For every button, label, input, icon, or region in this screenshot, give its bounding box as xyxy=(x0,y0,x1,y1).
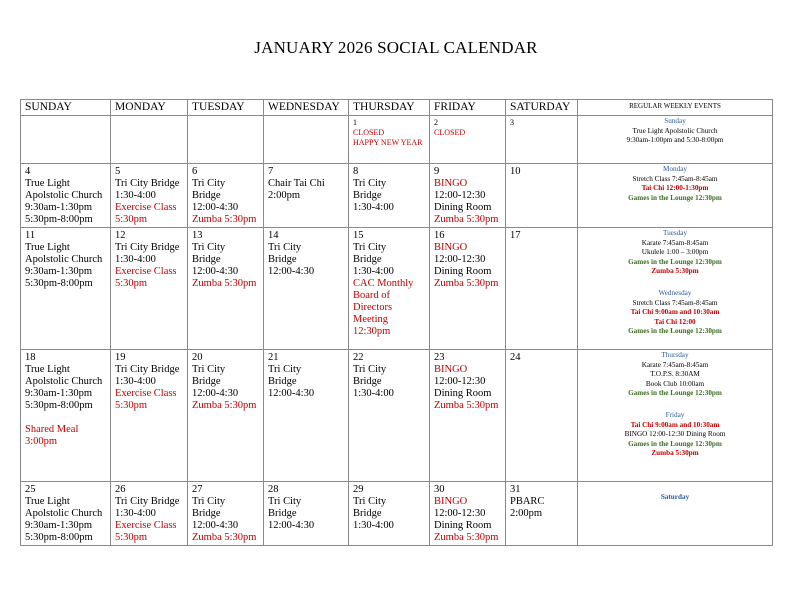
event-line: 5:30pm-8:00pm xyxy=(25,400,93,411)
event-line: 5:30pm xyxy=(115,532,148,543)
event-line: Tri City xyxy=(192,178,226,189)
day-number: 14 xyxy=(268,230,279,241)
event-line: Tri City xyxy=(353,178,387,189)
event-line: 1:30-4:00 xyxy=(115,190,156,201)
event-line: Bridge xyxy=(268,254,297,265)
event-line: Zumba 5:30pm xyxy=(192,278,257,289)
weekly-day-label: Thursday xyxy=(661,351,689,359)
day-number: 1 xyxy=(353,118,357,127)
day-number: 9 xyxy=(434,166,440,177)
event-line: Bridge xyxy=(353,508,382,519)
event-line: 12:00-12:30 xyxy=(434,376,486,387)
event-line: Zumba 5:30pm xyxy=(434,214,499,225)
event-line: Tri City xyxy=(192,242,226,253)
day-cell-18 xyxy=(21,350,111,482)
day-number: 24 xyxy=(510,352,521,363)
event-line: Bridge xyxy=(192,190,221,201)
day-number: 27 xyxy=(192,484,203,495)
day-number: 10 xyxy=(510,166,521,177)
event-line: 12:00-12:30 xyxy=(434,254,486,265)
day-cell-27 xyxy=(188,482,264,546)
event-line: Zumba 5:30pm xyxy=(434,532,499,543)
day-number: 28 xyxy=(268,484,279,495)
weekly-event: Stretch Class 7:45am-8:45am xyxy=(632,298,718,307)
event-line: True Light xyxy=(25,364,70,375)
day-number: 17 xyxy=(510,230,521,241)
event-line: 5:30pm-8:00pm xyxy=(25,532,93,543)
day-cell-12 xyxy=(111,228,188,350)
day-cell-29 xyxy=(349,482,430,546)
event-line: Tri City xyxy=(268,496,302,507)
calendar-table xyxy=(20,99,773,546)
day-number: 11 xyxy=(25,230,36,241)
day-cell-22 xyxy=(349,350,430,482)
event-line: Board of xyxy=(353,290,391,301)
header-weekly-events: REGULAR WEEKLY EVENTS xyxy=(578,100,773,116)
event-line: Tri City xyxy=(353,496,387,507)
day-cell-20 xyxy=(188,350,264,482)
event-line: Zumba 5:30pm xyxy=(192,532,257,543)
weekly-cell-thursday-friday xyxy=(578,350,773,482)
day-cell-30 xyxy=(430,482,506,546)
day-cell-31 xyxy=(506,482,578,546)
weekly-event: Tai Chi 9:00am and 10:30am xyxy=(630,420,720,429)
event-line: 9:30am-1:30pm xyxy=(25,388,93,399)
day-cell-8 xyxy=(349,164,430,228)
weekly-event: True Light Apolstolic Church xyxy=(632,126,718,135)
event-line: BINGO xyxy=(434,496,468,507)
weekly-day-label: Friday xyxy=(665,410,685,419)
event-line: Zumba 5:30pm xyxy=(434,278,499,289)
day-number: 3 xyxy=(510,118,514,127)
event-line: Exercise Class xyxy=(115,266,177,277)
weekly-event: Games in the Lounge 12:30pm xyxy=(628,327,722,336)
event-line: Tri City Bridge xyxy=(115,364,180,375)
event-line: BINGO xyxy=(434,242,468,253)
event-line: BINGO xyxy=(434,364,468,375)
day-number: 12 xyxy=(115,230,126,241)
event-line: Tri City xyxy=(268,242,302,253)
event-line: 12:00-4:30 xyxy=(268,520,315,531)
day-number: 21 xyxy=(268,352,279,363)
event-line: 12:00-4:30 xyxy=(192,520,239,531)
day-cell-23 xyxy=(430,350,506,482)
event-line: 5:30pm xyxy=(115,278,148,289)
event-line: 12:30pm xyxy=(353,326,391,337)
event-line: Tri City xyxy=(268,364,302,375)
weekly-event: T.O.P.S. 8:30AM xyxy=(650,370,700,379)
day-cell-14 xyxy=(264,228,349,350)
weekly-event: Games in the Lounge 12:30pm xyxy=(628,257,722,266)
event-line: Bridge xyxy=(353,376,382,387)
weekly-event: Stretch Class 7:45am-8:45am xyxy=(632,174,718,183)
day-number: 4 xyxy=(25,166,31,177)
day-number: 23 xyxy=(434,352,445,363)
header-wednesday: WEDNESDAY xyxy=(264,100,349,116)
event-line: Dining Room xyxy=(434,266,492,277)
event-line: Meeting xyxy=(353,314,388,325)
weekly-event: BINGO 12:00-12:30 Dining Room xyxy=(624,430,726,439)
header-row xyxy=(21,100,773,116)
weekly-cell-tuesday-wednesday xyxy=(578,228,773,350)
event-line: Chair Tai Chi xyxy=(268,178,325,189)
week-row-4 xyxy=(21,350,773,482)
event-line: Bridge xyxy=(192,508,221,519)
day-cell-6 xyxy=(188,164,264,228)
event-line: Dining Room xyxy=(434,520,492,531)
event-line: 5:30pm-8:00pm xyxy=(25,278,93,289)
event-line: 1:30-4:00 xyxy=(353,388,394,399)
day-cell-19 xyxy=(111,350,188,482)
event-line: Bridge xyxy=(353,254,382,265)
weekly-day-label: Wednesday xyxy=(658,288,692,297)
day-cell-21 xyxy=(264,350,349,482)
weekly-event: Ukulele 1:00 – 3:00pm xyxy=(641,248,709,257)
day-cell-empty xyxy=(21,116,111,164)
day-cell-10 xyxy=(506,164,578,228)
event-line: Tri City Bridge xyxy=(115,496,180,507)
event-line: Bridge xyxy=(192,376,221,387)
spacer xyxy=(25,412,106,424)
day-number: 7 xyxy=(268,166,274,177)
event-line: Zumba 5:30pm xyxy=(192,214,257,225)
day-number: 6 xyxy=(192,166,198,177)
header-monday: MONDAY xyxy=(111,100,188,116)
event-line: CLOSED xyxy=(353,128,385,137)
event-line: Apolstolic Church xyxy=(25,254,103,265)
event-line: 12:00-4:30 xyxy=(192,388,239,399)
event-line: 1:30-4:00 xyxy=(115,254,156,265)
week-row-5 xyxy=(21,482,773,546)
day-number: 18 xyxy=(25,352,36,363)
event-line: Zumba 5:30pm xyxy=(192,400,257,411)
event-line: Apolstolic Church xyxy=(25,190,103,201)
event-line: BINGO xyxy=(434,178,468,189)
event-line: 12:00-12:30 xyxy=(434,508,486,519)
day-cell-1 xyxy=(349,116,430,164)
event-line: 1:30-4:00 xyxy=(353,202,394,213)
header-thursday: THURSDAY xyxy=(349,100,430,116)
event-line: Exercise Class xyxy=(115,202,177,213)
event-line: Directors xyxy=(353,302,393,313)
day-cell-28 xyxy=(264,482,349,546)
weekly-event: Tai Chi 9:00am and 10:30am xyxy=(630,308,720,317)
event-line: True Light xyxy=(25,496,70,507)
day-number: 26 xyxy=(115,484,126,495)
weekly-event: Games in the Lounge 12:30pm xyxy=(628,389,722,398)
day-cell-9 xyxy=(430,164,506,228)
weekly-event: Karate 7:45am-8:45am xyxy=(641,238,709,247)
header-saturday: SATURDAY xyxy=(506,100,578,116)
weekly-event: Games in the Lounge 12:30pm xyxy=(628,193,722,202)
weekly-day-label: Tuesday xyxy=(662,229,688,237)
event-line: 12:00-4:30 xyxy=(192,202,239,213)
weekly-event: Karate 7:45am-8:45am xyxy=(641,360,709,369)
event-line: 2:00pm xyxy=(268,190,301,201)
event-line: 1:30-4:00 xyxy=(353,266,394,277)
day-number: 5 xyxy=(115,166,121,177)
weekly-event: Games in the Lounge 12:30pm xyxy=(628,439,722,448)
day-cell-11 xyxy=(21,228,111,350)
event-line: Exercise Class xyxy=(115,520,177,531)
day-cell-3 xyxy=(506,116,578,164)
week-row-2 xyxy=(21,164,773,228)
header-sunday: SUNDAY xyxy=(21,100,111,116)
spacer xyxy=(582,483,768,493)
weekly-cell-saturday xyxy=(578,482,773,546)
event-line: Dining Room xyxy=(434,388,492,399)
weekly-event: Tai Chi 12:00 xyxy=(654,317,696,326)
event-line: Apolstolic Church xyxy=(25,508,103,519)
day-cell-15 xyxy=(349,228,430,350)
day-number: 25 xyxy=(25,484,36,495)
day-cell-2 xyxy=(430,116,506,164)
day-cell-7 xyxy=(264,164,349,228)
event-line: Bridge xyxy=(192,254,221,265)
day-number: 16 xyxy=(434,230,445,241)
day-cell-4 xyxy=(21,164,111,228)
event-line: 5:30pm xyxy=(115,214,148,225)
week-row-3 xyxy=(21,228,773,350)
event-line: 9:30am-1:30pm xyxy=(25,520,93,531)
event-line: True Light xyxy=(25,242,70,253)
event-line: 1:30-4:00 xyxy=(353,520,394,531)
event-line: 5:30pm-8:00pm xyxy=(25,214,93,225)
event-line: Bridge xyxy=(268,376,297,387)
day-cell-17 xyxy=(506,228,578,350)
weekly-cell-monday xyxy=(578,164,773,228)
event-line: PBARC xyxy=(510,496,545,507)
event-line: Tri City Bridge xyxy=(115,178,180,189)
event-line: 12:00-4:30 xyxy=(192,266,239,277)
event-line: True Light xyxy=(25,178,70,189)
day-number: 29 xyxy=(353,484,364,495)
day-number: 15 xyxy=(353,230,364,241)
header-tuesday: TUESDAY xyxy=(188,100,264,116)
weekly-event: Zumba 5:30pm xyxy=(651,449,699,458)
day-cell-26 xyxy=(111,482,188,546)
event-line: 12:00-4:30 xyxy=(268,388,315,399)
event-line: Shared Meal xyxy=(25,424,79,435)
event-line: Dining Room xyxy=(434,202,492,213)
day-number: 8 xyxy=(353,166,359,177)
spacer xyxy=(582,277,768,289)
event-line: Zumba 5:30pm xyxy=(434,400,499,411)
event-line: Tri City Bridge xyxy=(115,242,180,253)
event-line: Tri City xyxy=(192,496,226,507)
event-line: 9:30am-1:30pm xyxy=(25,266,93,277)
event-line: Exercise Class xyxy=(115,388,177,399)
spacer xyxy=(582,399,768,411)
day-cell-empty xyxy=(111,116,188,164)
event-line: Tri City xyxy=(192,364,226,375)
day-cell-24 xyxy=(506,350,578,482)
event-line: Apolstolic Church xyxy=(25,376,103,387)
day-cell-13 xyxy=(188,228,264,350)
day-cell-empty xyxy=(264,116,349,164)
weekly-event: Zumba 5:30pm xyxy=(651,267,699,276)
event-line: Tri City xyxy=(353,364,387,375)
event-line: 9:30am-1:30pm xyxy=(25,202,93,213)
event-line: Tri City xyxy=(353,242,387,253)
day-cell-16 xyxy=(430,228,506,350)
weekly-event: Tai Chi 12:00-1:30pm xyxy=(641,184,709,193)
day-cell-empty xyxy=(188,116,264,164)
weekly-day-label: Saturday xyxy=(660,493,690,501)
event-line: 3:00pm xyxy=(25,436,58,447)
day-number: 20 xyxy=(192,352,203,363)
event-line: Bridge xyxy=(268,508,297,519)
event-line: CAC Monthly xyxy=(353,278,414,289)
day-cell-25 xyxy=(21,482,111,546)
event-line: Bridge xyxy=(353,190,382,201)
weekly-day-label: Sunday xyxy=(664,117,686,125)
day-number: 22 xyxy=(353,352,364,363)
event-line: 12:00-4:30 xyxy=(268,266,315,277)
page-title: JANUARY 2026 SOCIAL CALENDAR xyxy=(254,38,538,57)
weekly-day-label: Monday xyxy=(663,165,687,173)
day-number: 31 xyxy=(510,484,521,495)
day-number: 2 xyxy=(434,118,438,127)
day-number: 30 xyxy=(434,484,445,495)
event-line: CLOSED xyxy=(434,128,466,137)
header-friday: FRIDAY xyxy=(430,100,506,116)
event-line: 2:00pm xyxy=(510,508,543,519)
day-number: 19 xyxy=(115,352,126,363)
week-row-1 xyxy=(21,116,773,164)
day-number: 13 xyxy=(192,230,203,241)
event-line: 1:30-4:00 xyxy=(115,376,156,387)
weekly-event: 9:30am-1:00pm and 5:30-8:00pm xyxy=(626,136,724,145)
weekly-cell-sunday xyxy=(578,116,773,164)
event-line: 1:30-4:00 xyxy=(115,508,156,519)
day-cell-5 xyxy=(111,164,188,228)
weekly-event: Book Club 10:00am xyxy=(645,379,705,388)
event-line: 12:00-12:30 xyxy=(434,190,486,201)
event-line: 5:30pm xyxy=(115,400,148,411)
event-line: HAPPY NEW YEAR xyxy=(353,138,423,147)
